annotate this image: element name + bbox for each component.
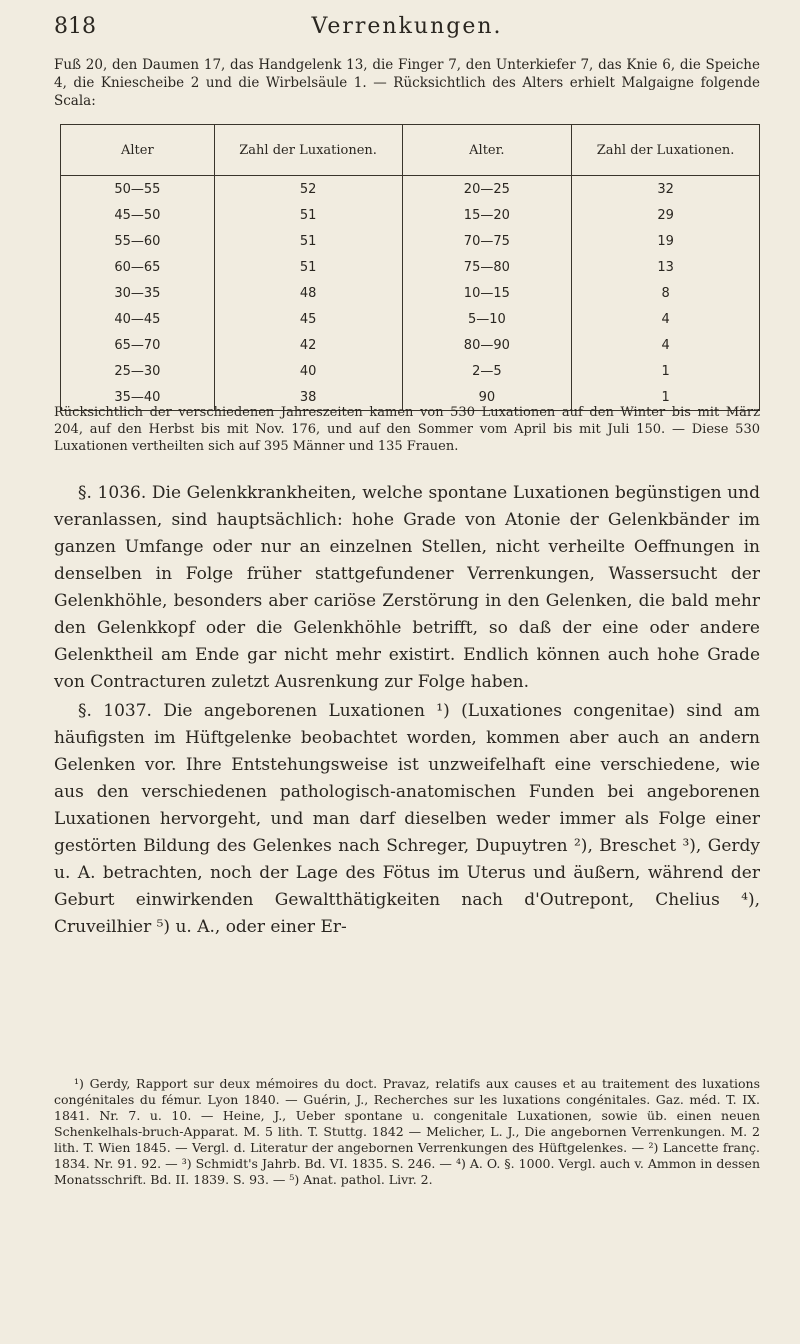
table-cell: 60—65 — [61, 254, 215, 280]
table-cell: 5—10 — [402, 306, 572, 332]
table-row — [61, 280, 760, 306]
footnote-block: ¹) Gerdy, Rapport sur deux mémoires du doct. Pravaz, relatifs aux causes et au traitement des luxations congénitales du fémur. Lyon 1840. — Guérin, J., Recherches sur les luxations congénitales. Gaz. méd. T. IX. 1841. Nr. 7. u. 10. — Heine, J., Ueber spontane u. congenitale Luxationen, sowie üb. einen neuen Schenkelhals-bruch-Apparat. M. 5 lith. T. Stuttg. 1842 — Melicher, L. J., Die angebornen Verrenkungen. M. 2 lith. T. Wien 1845. — Vergl. d. Literatur der angebornen Verrenkungen des Hüftgelenkes. — ²) Lancette franç. 1834. Nr. 91. 92. — ³) Schmidt's Jahrb. Bd. VI. 1835. S. 246. — ⁴) A. O. §. 1000. Vergl. auch v. Ammon in dessen Monatsschrift. Bd. II. 1839. S. 93. — ⁵) Anat. pathol. Livr. 2. — [54, 1076, 760, 1187]
table-row — [61, 332, 760, 358]
table-row — [61, 228, 760, 254]
table-cell: 10—15 — [402, 280, 572, 306]
table-row — [61, 254, 760, 280]
table-cell: 48 — [214, 280, 402, 306]
table-cell: 90 — [402, 384, 572, 411]
paragraph-1036: §. 1036. Die Gelenkkrankheiten, welche spontane Luxationen begünstigen und veranlassen, sind hauptsächlich: hohe Grade von Atonie der Gelenkbänder im ganzen Umfange oder nur an einzelnen Stellen, nicht verheilte Oeffnungen in denselben in Folge früher stattgefundener Verrenkungen, Wassersucht der Gelenkhöhle, besonders aber cariöse Zerstörung in den Gelenken, die bald mehr den Gelenkkopf oder die Gelenkhöhle betrifft, so daß der eine oder andere Gelenktheil am Ende gar nicht mehr existirt. Endlich können auch hohe Grade von Contracturen zuletzt Ausrenkung zur Folge haben. — [54, 483, 760, 692]
table-header-count: Zahl der Luxationen. — [572, 125, 760, 176]
table-cell: 51 — [214, 202, 402, 228]
table-note: Rücksichtlich der verschiedenen Jahreszeiten kamen von 530 Luxationen auf den Winter bis mit März 204, auf den Herbst bis mit Nov. 176, und auf den Sommer vom April bis mit Juli 150. — Diese 530 Luxationen vertheilten sich auf 395 Männer und 135 Frauen. — [54, 405, 760, 454]
table-cell: 19 — [572, 228, 760, 254]
table-header-age: Alter. — [402, 125, 572, 176]
table-cell: 20—25 — [402, 176, 572, 203]
page-header — [54, 14, 760, 44]
table-cell: 52 — [214, 176, 402, 203]
main-text — [54, 480, 760, 943]
table-cell: 13 — [572, 254, 760, 280]
table-cell: 8 — [572, 280, 760, 306]
table-cell: 15—20 — [402, 202, 572, 228]
table-cell: 75—80 — [402, 254, 572, 280]
paragraph-1037: §. 1037. Die angeborenen Luxationen ¹) (Luxationes congenitae) sind am häufigsten im Hüftgelenke beobachtet worden, kommen aber auch an andern Gelenken vor. Ihre Entstehungsweise ist unzweifelhaft eine verschiedene, wie aus den verschiedenen pathologisch-anatomischen Funden bei angeborenen Luxationen hervorgeht, und man darf dieselben weder immer als Folge einer gestörten Bildung des Gelenkes nach Schreger, Dupuytren ²), Breschet ³), Gerdy u. A. betrachten, noch der Lage des Fötus im Uterus und äußern, während der Geburt einwirkenden Gewaltthätigkeiten nach d'Outrepont, Chelius ⁴), Cruveilhier ⁵) u. A., oder einer Er- — [54, 701, 760, 937]
table-cell: 35—40 — [61, 384, 215, 411]
table-row — [61, 306, 760, 332]
table-cell: 80—90 — [402, 332, 572, 358]
footnotes — [54, 1076, 760, 1188]
table-cell: 50—55 — [61, 176, 215, 203]
table-cell: 55—60 — [61, 228, 215, 254]
table-header-age: Alter — [61, 125, 215, 176]
table-row — [61, 176, 760, 203]
table-row — [61, 202, 760, 228]
intro-paragraph: Fuß 20, den Daumen 17, das Handgelenk 13, die Finger 7, den Unterkiefer 7, das Knie 6, die Speiche 4, die Kniescheibe 2 und die Wirbelsäule 1. — Rücksichtlich des Alters erhielt Malgaigne folgende Scala: — [54, 57, 760, 109]
running-title: Verrenkungen. — [311, 14, 503, 39]
table-cell: 40 — [214, 358, 402, 384]
table-cell: 40—45 — [61, 306, 215, 332]
table-cell: 45 — [214, 306, 402, 332]
table-cell: 70—75 — [402, 228, 572, 254]
table-cell: 4 — [572, 306, 760, 332]
page-number: 818 — [54, 14, 96, 39]
table-row — [61, 358, 760, 384]
table-cell: 42 — [214, 332, 402, 358]
table-cell: 1 — [572, 384, 760, 411]
table-cell: 51 — [214, 254, 402, 280]
table-header-row — [61, 125, 760, 176]
table-cell: 25—30 — [61, 358, 215, 384]
luxation-age-table — [60, 124, 760, 411]
table-cell: 65—70 — [61, 332, 215, 358]
table-cell: 45—50 — [61, 202, 215, 228]
table-cell: 4 — [572, 332, 760, 358]
table-cell: 32 — [572, 176, 760, 203]
table-cell: 2—5 — [402, 358, 572, 384]
table-cell: 38 — [214, 384, 402, 411]
table-header-count: Zahl der Luxationen. — [214, 125, 402, 176]
table-cell: 51 — [214, 228, 402, 254]
table-cell: 30—35 — [61, 280, 215, 306]
table-cell: 29 — [572, 202, 760, 228]
table-cell: 1 — [572, 358, 760, 384]
